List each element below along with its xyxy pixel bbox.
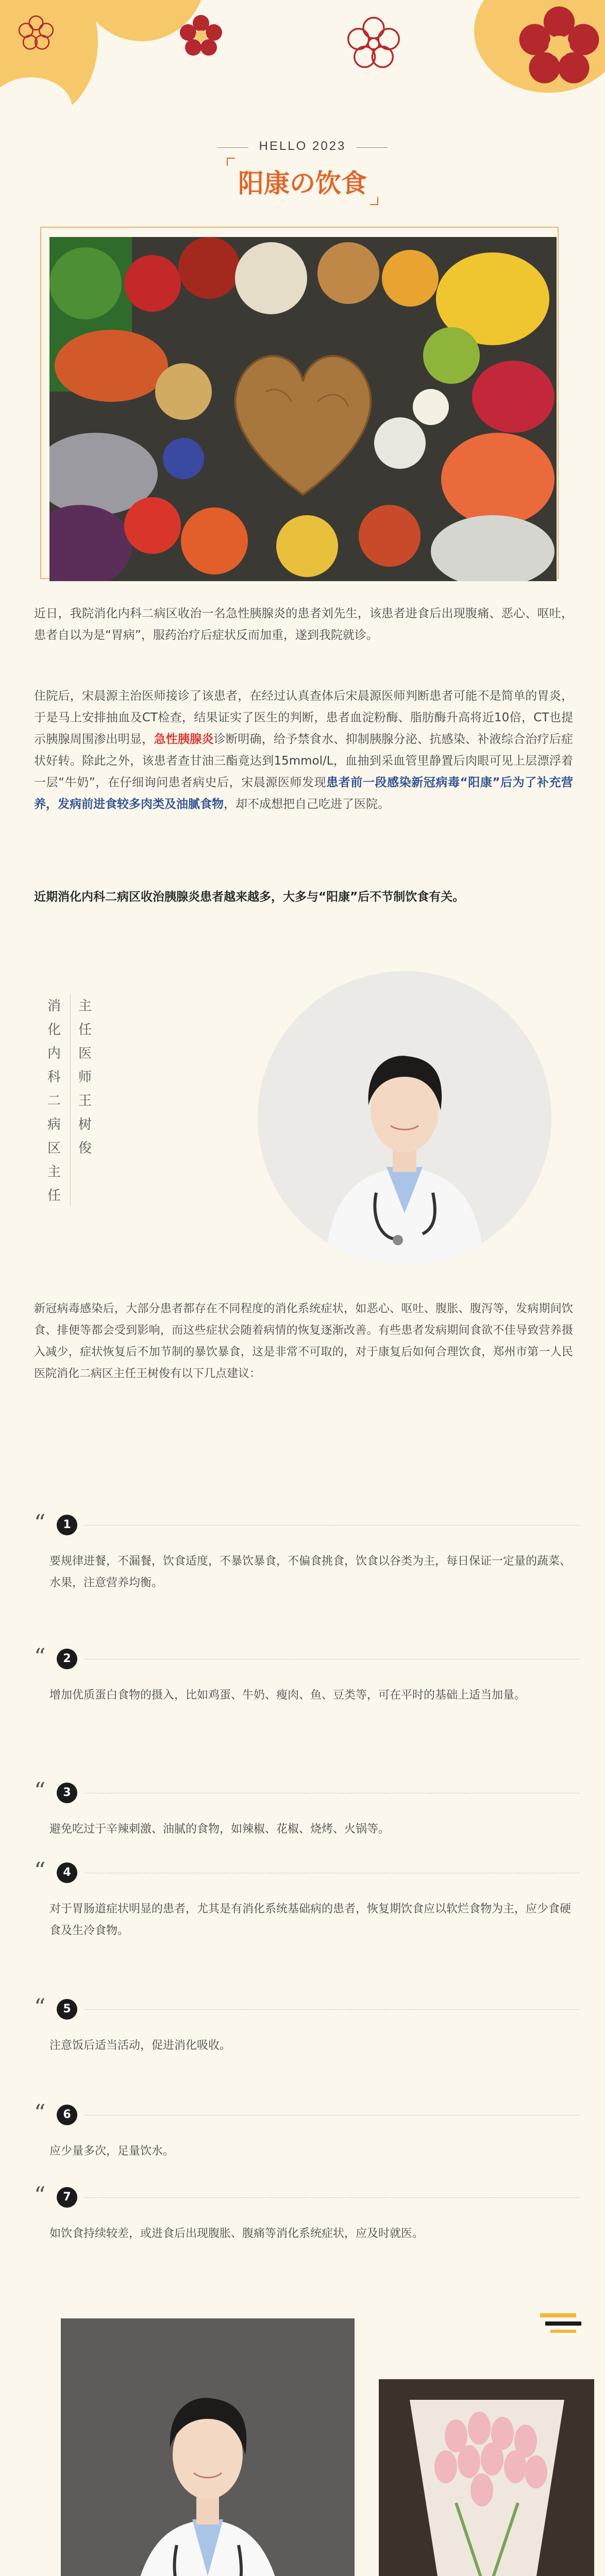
tip-item	[34, 2100, 580, 2166]
doctor-title: 主任医师王树俊	[78, 998, 92, 1156]
divider	[70, 994, 71, 1206]
tip-text: 应少量多次，足量饮水。	[49, 2145, 175, 2158]
doctor-department: 消化内科二病区主任	[47, 998, 61, 1204]
tip-number: 2	[57, 1649, 77, 1669]
tip-number: 6	[57, 2105, 77, 2125]
tip-text: 避免吃过于辛辣刺激、油腻的食物，如辣椒、花椒、烧烤、火锅等。	[49, 1823, 390, 1836]
hello-label: HELLO 2023	[259, 139, 346, 153]
tip-text: 对于胃肠道症状明显的患者，尤其是有消化系统基础病的患者，恢复期饮食应以软烂食物为主，应少食硬食及生冷食物。	[49, 1903, 572, 1937]
tip-item	[34, 1510, 580, 1597]
highlight-blue: 患者前一段感染新冠病毒“阳康”后为了补充营养，发病前进食较多肉类及油腻食物	[34, 776, 573, 811]
intro-paragraph-2	[34, 685, 573, 815]
tip-number: 7	[57, 2187, 77, 2208]
quote-icon: “	[34, 1858, 46, 1884]
tip-item	[34, 1858, 580, 1945]
divider	[217, 147, 248, 148]
doctor-portrait	[258, 971, 551, 1265]
stripes-decoration	[540, 2308, 581, 2339]
tip-number: 3	[57, 1783, 77, 1803]
divider	[85, 2009, 579, 2010]
page-title: 阳康の饮食	[231, 161, 374, 202]
quote-icon: “	[34, 2182, 46, 2209]
tip-text: 增加优质蛋白食物的摄入，比如鸡蛋、牛奶、瘦肉、鱼、豆类等，可在平时的基础上适当加量。	[49, 1689, 526, 1702]
divider	[85, 2197, 579, 2198]
highlight-red: 急性胰腺炎	[154, 733, 214, 746]
text-span: 住院后，宋晨源主治医师接诊了该患者，在经过认真查体后宋晨源医师判断患者可能不是简单的胃炎，于是马上安排抽血及CT检查，结果证实了医生的判断，患者血淀粉酶、脂肪酶升高将近10倍，CT也提示胰腺周围渗出明显，	[34, 689, 573, 746]
tip-number: 5	[57, 1999, 77, 2020]
tip-number: 4	[57, 1862, 77, 1883]
text-span: 诊断明确，给予禁食水、抑制胰腺分泌、抗感染、补液综合治疗后症状好转。除此之外，该患者查甘油三酯竟达到15mmol/L，血抽到采血管里静置后肉眼可见上层漂浮着一层“牛奶”，在仔细询问患者病史后，宋晨源医师发现	[34, 733, 573, 789]
divider	[357, 147, 388, 148]
tip-item	[34, 1644, 580, 1731]
flower-icon	[515, 3, 603, 90]
tip-item	[34, 2182, 580, 2249]
intro-paragraph-1: 近日，我院消化内科二病区收治一名急性胰腺炎的患者刘先生，该患者进食后出现腹痛、恶心、呕吐，患者自以为是“胃病”，服药治疗后症状反而加重，遂到我院就诊。	[34, 607, 573, 642]
tulip-bouquet-photo	[379, 2379, 594, 2576]
quote-icon: “	[34, 1778, 46, 1804]
text-span: ，却不成想把自己吃进了医院。	[224, 798, 390, 811]
hero-food-image	[49, 237, 557, 581]
tip-number: 1	[57, 1515, 77, 1535]
tip-text: 要规律进餐，不漏餐，饮食适度，不暴饮暴食，不偏食挑食，饮食以谷类为主，每日保证一定量的蔬菜、水果，注意营养均衡。	[49, 1555, 572, 1589]
flower-icon	[178, 13, 224, 59]
quote-icon: “	[34, 1994, 46, 2021]
tip-item	[34, 1778, 580, 1844]
title-block	[0, 139, 605, 202]
header-decoration	[0, 0, 605, 129]
quote-icon: “	[34, 2100, 46, 2126]
flower-outline-icon	[15, 13, 57, 54]
flower-outline-icon	[343, 13, 405, 75]
divider	[85, 1525, 579, 1526]
intro-paragraph-3: 近期消化内科二病区收治胰腺炎患者越来越多，大多与“阳康”后不节制饮食有关。	[34, 890, 465, 904]
doctor-photo	[61, 2318, 355, 2576]
tip-item	[34, 1994, 580, 2061]
quote-icon: “	[34, 1510, 46, 1536]
tip-text: 注意饭后适当活动，促进消化吸收。	[49, 2039, 231, 2052]
tip-text: 如饮食持续较差，或进食后出现腹胀、腹痛等消化系统症状，应及时就医。	[49, 2227, 424, 2240]
advice-intro: 新冠病毒感染后，大部分患者都存在不同程度的消化系统症状，如恶心、呕吐、腹胀、腹泻等，发病期间饮食、排便等都会受到影响，而这些症状会随着病情的恢复逐渐改善。有些患者发病期间食欲不佳导致营养摄入减少，症状恢复后不加节制的暴饮暴食，这是非常不可取的，对于康复后如何合理饮食，郑州市第一人民医院消化二病区主任王树俊有以下几点建议：	[34, 1302, 573, 1380]
quote-icon: “	[34, 1644, 46, 1670]
